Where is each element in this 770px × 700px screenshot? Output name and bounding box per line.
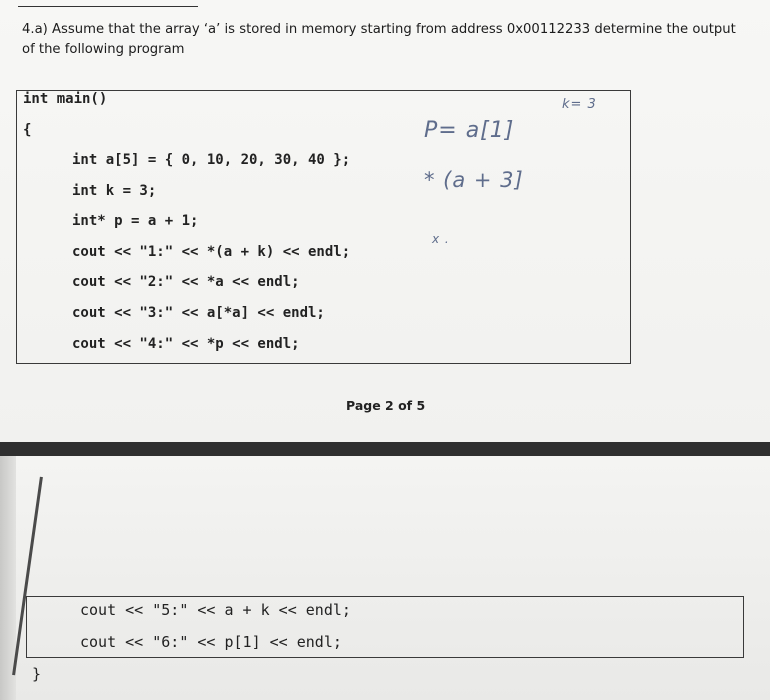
code-box-top [16, 90, 631, 364]
handwritten-pointer-note: * (a + 3] [424, 168, 524, 192]
handwritten-k-note: k= 3 [562, 97, 597, 112]
handwritten-x-note: x . [432, 232, 450, 246]
page-number: Page 2 of 5 [346, 398, 426, 413]
code-line-main: int main() [23, 91, 108, 107]
code-line-cout-3: cout << "3:" << a[*a] << endl; [72, 305, 325, 321]
question-text [22, 20, 742, 60]
code-line-cout-1: cout << "1:" << *(a + k) << endl; [72, 244, 351, 260]
code-line-array-decl: int a[5] = { 0, 10, 20, 30, 40 }; [72, 152, 351, 168]
question-line-1: 4.a) Assume that the array ‘a’ is stored in memory starting from address 0x00112233 determine the output [22, 22, 736, 37]
code-line-open-brace: { [23, 122, 32, 138]
question-line-2: of the following program [22, 42, 185, 57]
exam-page-bottom [0, 456, 770, 700]
code-box-bottom [26, 596, 744, 658]
code-line-cout-4: cout << "4:" << *p << endl; [72, 336, 300, 352]
handwritten-p-note: P= a[1] [424, 118, 515, 143]
code-line-cout-6: cout << "6:" << p[1] << endl; [80, 633, 342, 651]
section-heading-underline [18, 0, 198, 7]
code-line-k-decl: int k = 3; [72, 183, 157, 199]
code-line-close-brace: } [32, 665, 42, 683]
code-line-cout-5: cout << "5:" << a + k << endl; [80, 601, 351, 619]
page-divider [0, 442, 770, 456]
code-line-p-decl: int* p = a + 1; [72, 213, 199, 229]
code-line-cout-2: cout << "2:" << *a << endl; [72, 274, 300, 290]
